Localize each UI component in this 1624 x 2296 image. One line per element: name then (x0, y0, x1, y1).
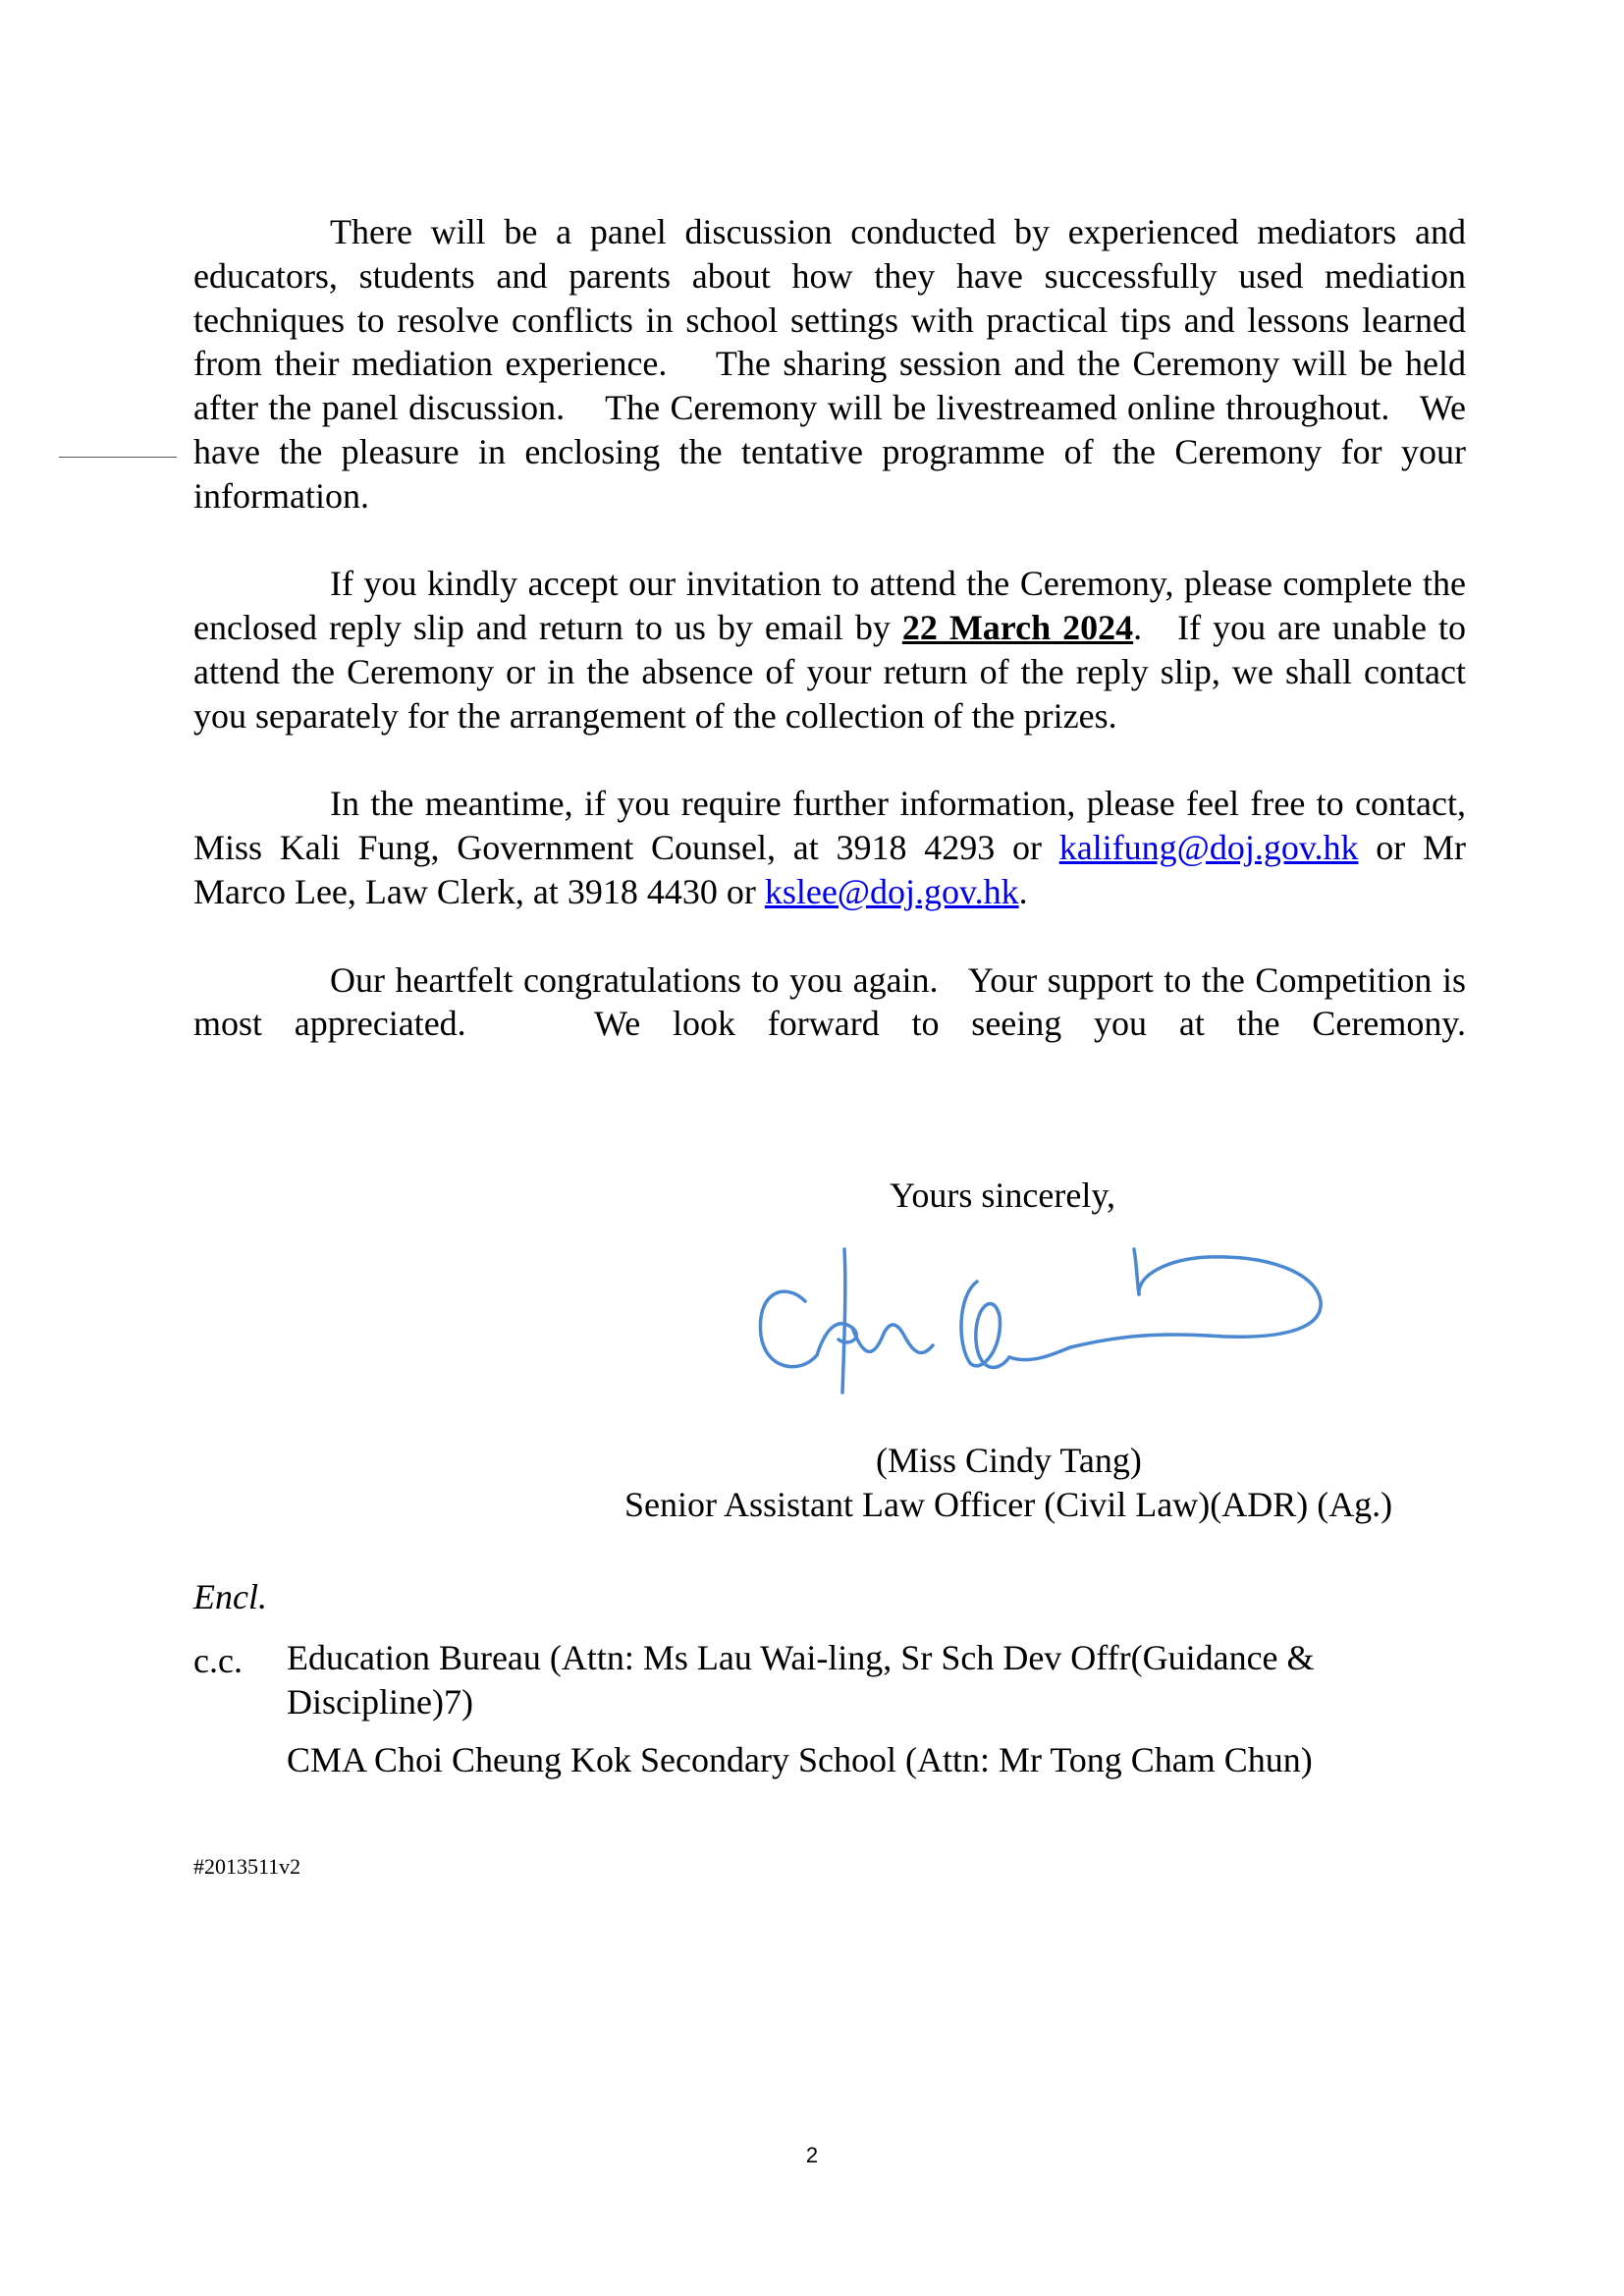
cc-recipient-edb: Education Bureau (Attn: Ms Lau Wai-ling, Sr Sch Dev Offr(Guidance & Discipline)7) (287, 1638, 1315, 1722)
reply-deadline: 22 March 2024 (901, 608, 1134, 648)
margin-rule (59, 457, 177, 458)
email-link-kalifung[interactable]: kalifung@doj.gov.hk (1058, 828, 1359, 868)
letter-body (193, 210, 1466, 1046)
cc-label: c.c. (193, 1641, 243, 1680)
enclosure-label: Encl. (193, 1577, 267, 1616)
signature-image (746, 1237, 1335, 1414)
cc-recipient-school: CMA Choi Cheung Kok Secondary School (Attn: Mr Tong Cham Chun) (287, 1740, 1313, 1779)
signatory-name: (Miss Cindy Tang) (876, 1441, 1142, 1480)
paragraph-panel-discussion: There will be a panel discussion conducted by experienced mediators and educators, students and parents about how they have successfully used mediation techniques to resolve conflicts in school settings with practical tips and lessons learned from their mediation experience. The sharing session and the Ceremony will be held after the panel discussion. The Ceremony will be livestreamed online throughout. We have the pleasure in enclosing the tentative programme of the Ceremony for your information. (193, 212, 1466, 516)
contact-text-end: . (1018, 871, 1028, 911)
signatory-title: Senior Assistant Law Officer (Civil Law)(ADR) (Ag.) (624, 1485, 1393, 1524)
email-link-kslee[interactable]: kslee@doj.gov.hk (764, 871, 1019, 911)
sign-off: Yours sincerely, (890, 1175, 1115, 1215)
contact-text: In the meantime, if you require further information, please feel free to contact, Miss Kali Fung, Government Counsel, at 3918 4293 or (193, 784, 1466, 868)
invitation-text: If you kindly accept our invitation to attend the Ceremony, please complete the enclosed reply slip and return to us by email by (193, 564, 1466, 648)
paragraph-invitation-reply (193, 562, 1466, 738)
contact-text-mid: or Mr Marco Lee, Law Clerk, at 3918 4430 or (193, 828, 1466, 911)
invitation-text-cont: . If you are unable to attend the Ceremony or in the absence of your return of the reply slip, we shall contact you separately for the arrangement of the collection of the prizes. (193, 608, 1467, 736)
paragraph-congratulations: Our heartfelt congratulations to you again. Your support to the Competition is most appreciated. We look forward to seeing you at the Ceremony. (193, 959, 1466, 1044)
document-reference: #2013511v2 (193, 1854, 301, 1879)
page-number: 2 (805, 2143, 819, 2167)
paragraph-contact (193, 782, 1466, 913)
